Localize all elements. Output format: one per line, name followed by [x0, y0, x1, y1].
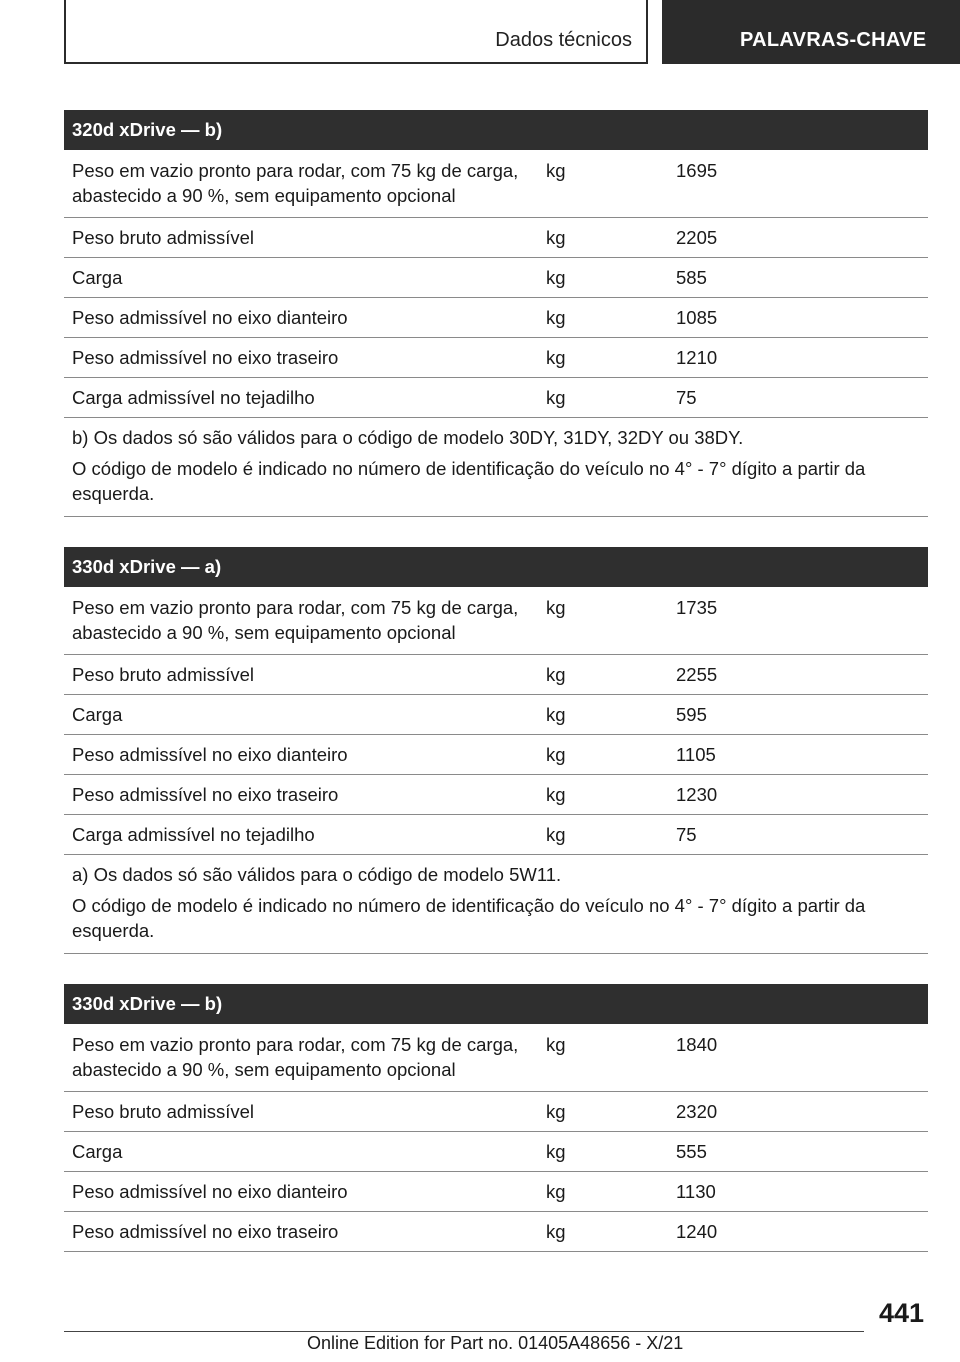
row-value: 595: [676, 704, 707, 725]
row-unit: kg: [546, 744, 566, 765]
row-label: Carga: [72, 267, 123, 288]
row-label: Carga admissível no tejadilho: [72, 824, 315, 845]
keywords-tab[interactable]: PALAVRAS-CHAVE: [662, 0, 960, 64]
row-label: Peso bruto admissível: [72, 1101, 255, 1122]
row-unit: kg: [546, 597, 566, 618]
footnote: b) Os dados só são válidos para o código de modelo 30DY, 31DY, 32DY ou 38DY.: [72, 427, 744, 448]
row-label: Carga: [72, 704, 123, 725]
row-unit: kg: [546, 1101, 566, 1122]
table-row: [64, 1092, 928, 1132]
table-row: [64, 655, 928, 695]
row-value: 585: [676, 267, 707, 288]
row-label: Peso admissível no eixo dianteiro: [72, 307, 348, 328]
row-unit: kg: [546, 160, 566, 181]
row-value: 555: [676, 1141, 707, 1162]
table-row: [64, 775, 928, 815]
row-value: 1695: [676, 160, 718, 181]
spec-table-330d-xdrive-a: [64, 547, 928, 954]
table-row: [64, 695, 928, 735]
table-row: [64, 587, 928, 655]
row-label: Peso admissível no eixo traseiro: [72, 784, 339, 805]
row-unit: kg: [546, 1141, 566, 1162]
table-title: 330d xDrive — b): [64, 984, 928, 1024]
row-label: Peso bruto admissível: [72, 227, 255, 248]
table-row: [64, 378, 928, 418]
row-value: 1735: [676, 597, 718, 618]
row-label: Peso bruto admissível: [72, 664, 255, 685]
row-unit: kg: [546, 664, 566, 685]
spec-table-320d-xdrive-b: [64, 110, 928, 517]
table-row: [64, 218, 928, 258]
row-value: 1840: [676, 1034, 718, 1055]
row-unit: kg: [546, 704, 566, 725]
document-content: [64, 110, 928, 1252]
row-label: Peso admissível no eixo dianteiro: [72, 1181, 348, 1202]
row-value: 75: [676, 387, 697, 408]
row-value: 75: [676, 824, 697, 845]
table-row: [64, 338, 928, 378]
row-label: Peso admissível no eixo traseiro: [72, 1221, 339, 1242]
row-value: 2205: [676, 227, 718, 248]
row-label: Carga: [72, 1141, 123, 1162]
row-unit: kg: [546, 1034, 566, 1055]
row-unit: kg: [546, 227, 566, 248]
row-value: 2320: [676, 1101, 718, 1122]
table-row: [64, 298, 928, 338]
row-unit: kg: [546, 1181, 566, 1202]
table-notes: [64, 855, 928, 954]
spec-table-330d-xdrive-b: [64, 984, 928, 1252]
row-unit: kg: [546, 307, 566, 328]
row-unit: kg: [546, 347, 566, 368]
edition-info: Online Edition for Part no. 01405A48656 - X/21: [307, 1333, 684, 1353]
row-unit: kg: [546, 784, 566, 805]
table-row: [64, 735, 928, 775]
table-row: [64, 815, 928, 855]
table-title: 320d xDrive — b): [64, 110, 928, 150]
row-unit: kg: [546, 387, 566, 408]
footnote: O código de modelo é indicado no número de identificação do veículo no 4° - 7° dígito a partir da esquerda.: [72, 458, 866, 504]
page-number: 441: [878, 1298, 924, 1328]
footnote: O código de modelo é indicado no número de identificação do veículo no 4° - 7° dígito a partir da esquerda.: [72, 895, 866, 941]
row-value: 1085: [676, 307, 718, 328]
row-label: Peso admissível no eixo dianteiro: [72, 744, 348, 765]
row-unit: kg: [546, 824, 566, 845]
row-label: Peso admissível no eixo traseiro: [72, 347, 339, 368]
row-label: Peso em vazio pronto para rodar, com 75 kg de carga, abastecido a 90 %, sem equipamento opcional: [72, 160, 519, 206]
table-row: [64, 1172, 928, 1212]
row-value: 2255: [676, 664, 718, 685]
row-value: 1105: [676, 744, 716, 765]
table-title: 330d xDrive — a): [64, 547, 928, 587]
table-row: [64, 258, 928, 298]
table-row: [64, 1212, 928, 1252]
footer-divider: [64, 1331, 864, 1332]
header-section-box: [64, 0, 648, 64]
table-row: [64, 1132, 928, 1172]
footnote: a) Os dados só são válidos para o código de modelo 5W11.: [72, 864, 562, 885]
row-label: Carga admissível no tejadilho: [72, 387, 315, 408]
section-title: Dados técnicos: [495, 29, 632, 51]
table-row: [64, 150, 928, 218]
row-unit: kg: [546, 267, 566, 288]
row-label: Peso em vazio pronto para rodar, com 75 kg de carga, abastecido a 90 %, sem equipamento opcional: [72, 597, 519, 643]
row-value: 1210: [676, 347, 718, 368]
table-row: [64, 1024, 928, 1092]
row-label: Peso em vazio pronto para rodar, com 75 kg de carga, abastecido a 90 %, sem equipamento opcional: [72, 1034, 519, 1080]
row-value: 1240: [676, 1221, 718, 1242]
row-value: 1130: [676, 1181, 716, 1202]
row-unit: kg: [546, 1221, 566, 1242]
row-value: 1230: [676, 784, 718, 805]
table-notes: [64, 418, 928, 517]
